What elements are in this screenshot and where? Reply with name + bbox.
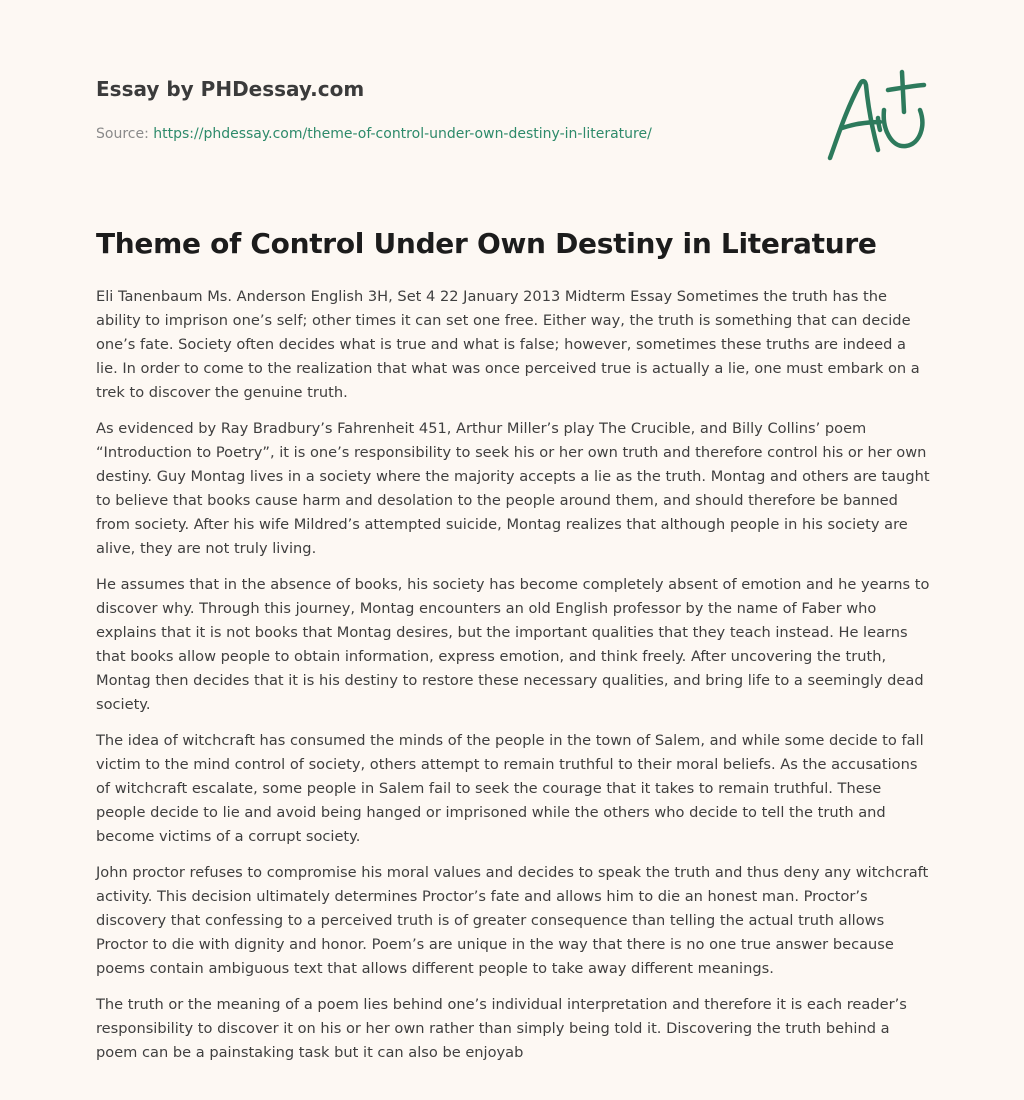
source-label: Source: [96,126,149,142]
site-title: Essay by PHDessay.com [96,77,365,101]
essay-title: Theme of Control Under Own Destiny in Literature [96,227,877,260]
a-plus-grade-logo-icon [822,66,930,166]
essay-paragraph: He assumes that in the absence of books, his society has become completely absent of emotion and he yearns to discover why. Through this journey, Montag encounters an old English professor by the name of Faber who explains that it is not books that Montag desires, but the important qualities that they teach instead. He learns that books allow people to obtain information, express emotion, and think freely. After uncovering the truth, Montag then decides that it is his destiny to restore these necessary qualities, and bring life to a seemingly dead society. [96,576,930,713]
essay-paragraph: The truth or the meaning of a poem lies behind one’s individual interpretation and therefore it is each reader’s responsibility to discover it on his or her own rather than simply being told it. Discovering the truth behind a poem can be a painstaking task but it can also be enjoyab [96,996,907,1061]
page-header [96,74,796,144]
essay-paragraph: As evidenced by Ray Bradbury’s Fahrenheit 451, Arthur Miller’s play The Crucible, and Billy Collins’ poem “Introduction to Poetry”, it is one’s responsibility to seek his or her own truth and therefore control his or her own destiny. Guy Montag lives in a society where the majority accepts a lie as the truth. Montag and others are taught to believe that books cause harm and desolation to the people around them, and should therefore be banned from society. After his wife Mildred’s attempted suicide, Montag realizes that although people in his society are alive, they are not truly living. [96,420,930,557]
essay-paragraph: John proctor refuses to compromise his moral values and decides to speak the truth and thus deny any witchcraft activity. This decision ultimately determines Proctor’s fate and allows him to die an honest man. Proctor’s discovery that confessing to a perceived truth is of greater consequence than telling the actual truth allows Proctor to die with dignity and honor. Poem’s are unique in the way that there is no one true answer because poems contain ambiguous text that allows different people to take away different meanings. [96,864,929,977]
essay-paragraph: The idea of witchcraft has consumed the minds of the people in the town of Salem, and while some decide to fall victim to the mind control of society, others attempt to remain truthful to their moral beliefs. As the accusations of witchcraft escalate, some people in Salem fail to seek the courage that it takes to remain truthful. These people decide to lie and avoid being hanged or imprisoned while the others who decide to tell the truth and become victims of a corrupt society. [96,732,924,845]
source-link[interactable]: https://phdessay.com/theme-of-control-under-own-destiny-in-literature/ [153,126,652,142]
source-line [96,124,796,144]
essay-body [96,285,932,1077]
essay-paragraph: Eli Tanenbaum Ms. Anderson English 3H, Set 4 22 January 2013 Midterm Essay Sometimes the truth has the ability to imprison one’s self; other times it can set one free. Either way, the truth is something that can decide one’s fate. Society often decides what is true and what is false; however, sometimes these truths are indeed a lie. In order to come to the realization that what was once perceived true is actually a lie, one must embark on a trek to discover the genuine truth. [96,288,920,401]
